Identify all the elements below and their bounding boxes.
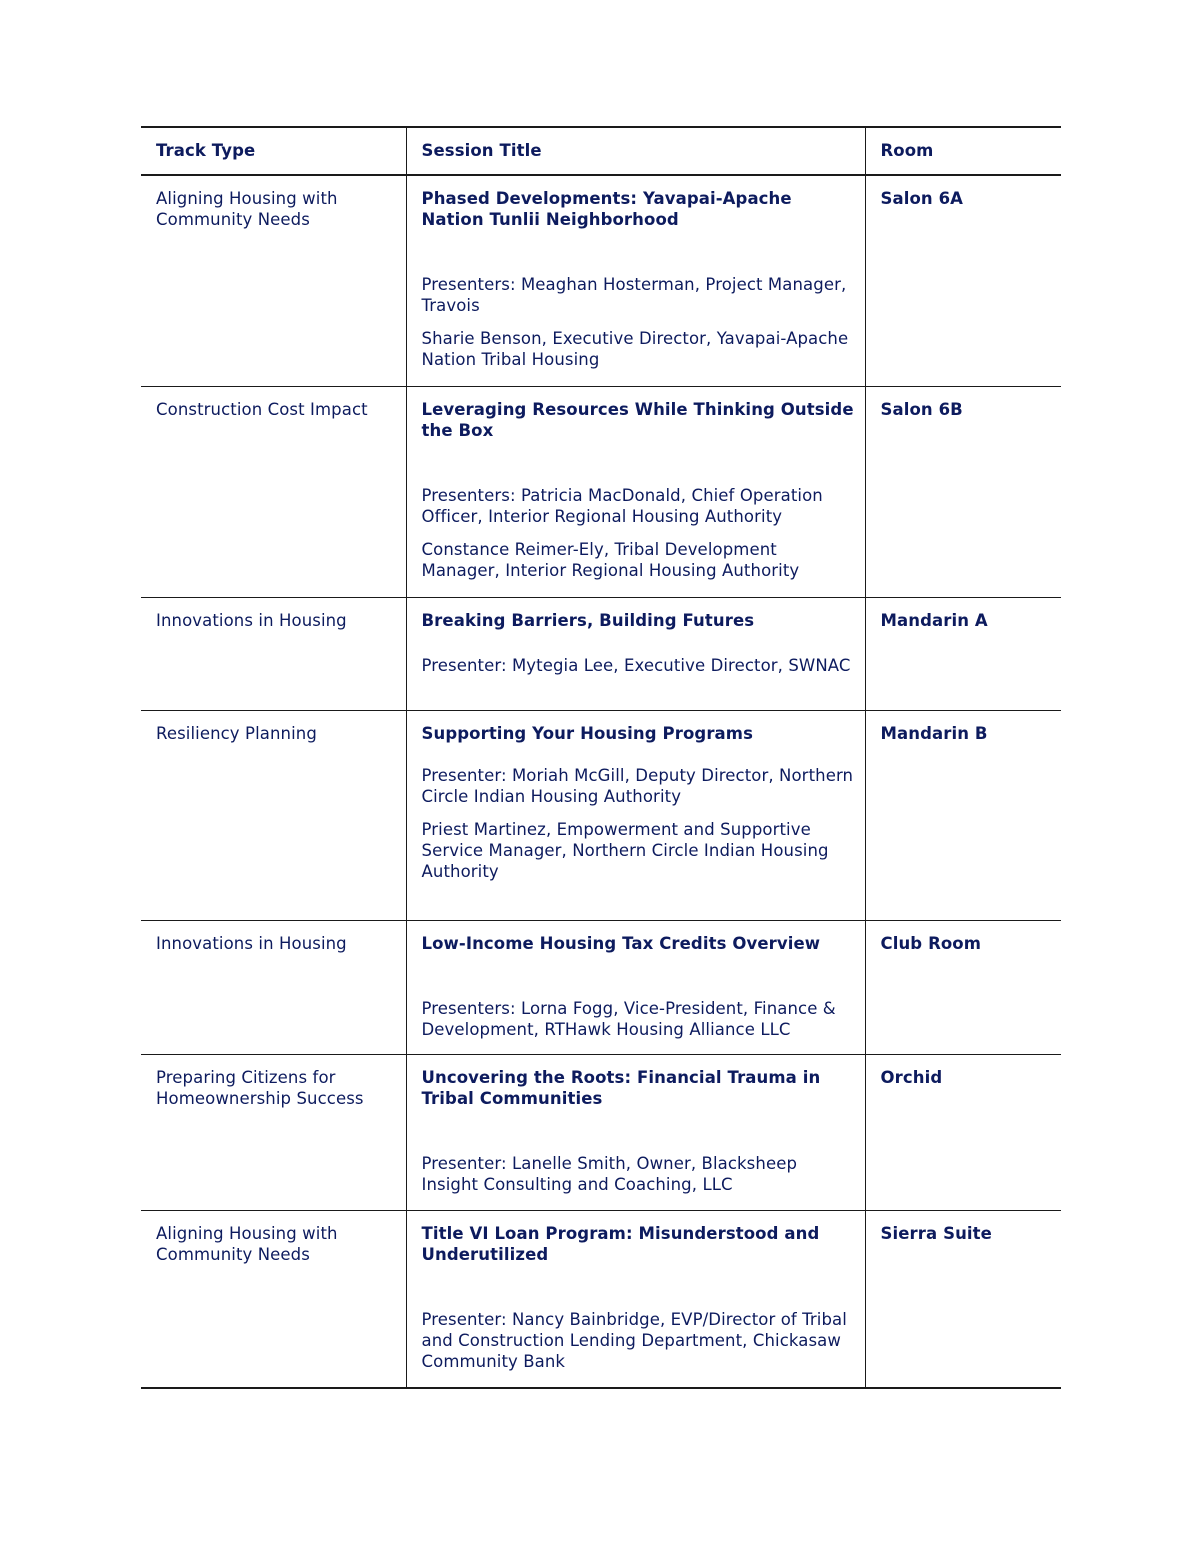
room-cell: Salon 6A — [865, 175, 1061, 386]
session-title: Uncovering the Roots: Financial Trauma in Tribal Communities — [421, 1067, 821, 1108]
table-row — [141, 175, 1061, 386]
track-type-cell: Resiliency Planning — [141, 710, 406, 920]
track-type-cell: Innovations in Housing — [141, 920, 406, 1054]
session-title: Breaking Barriers, Building Futures — [421, 610, 755, 630]
session-cell — [406, 175, 865, 386]
presenter-line: Presenter: Nancy Bainbridge, EVP/Director of Tribal and Construction Lending Department, Chickasaw Community Bank — [421, 1309, 847, 1371]
track-type-cell: Construction Cost Impact — [141, 386, 406, 597]
presenter-line: Presenters: Meaghan Hosterman, Project Manager, Travois — [421, 275, 847, 315]
room-cell: Mandarin A — [865, 597, 1061, 710]
session-cell — [406, 597, 865, 710]
presenter-line: Presenters: Patricia MacDonald, Chief Operation Officer, Interior Regional Housing Authority — [421, 485, 823, 526]
session-schedule-table — [141, 126, 1061, 1389]
table-header-row — [141, 127, 1061, 175]
presenter-line: Sharie Benson, Executive Director, Yavapai-Apache Nation Tribal Housing — [421, 329, 849, 369]
presenter-line: Presenter: Mytegia Lee, Executive Director, SWNAC — [421, 655, 851, 675]
session-title: Phased Developments: Yavapai-Apache Nation Tunlii Neighborhood — [421, 189, 792, 229]
session-title: Leveraging Resources While Thinking Outside the Box — [421, 399, 854, 440]
table-row — [141, 710, 1061, 920]
table-row — [141, 386, 1061, 597]
room-cell: Mandarin B — [865, 710, 1061, 920]
session-cell — [406, 1210, 865, 1388]
track-type-cell: Aligning Housing with Community Needs — [141, 175, 406, 386]
room-cell: Sierra Suite — [865, 1210, 1061, 1388]
session-cell — [406, 920, 865, 1054]
track-type-cell: Preparing Citizens for Homeownership Success — [141, 1054, 406, 1210]
session-cell — [406, 710, 865, 920]
presenter-line: Presenters: Lorna Fogg, Vice-President, Finance & Development, RTHawk Housing Alliance LLC — [421, 998, 836, 1039]
presenter-line: Presenter: Moriah McGill, Deputy Director, Northern Circle Indian Housing Authority — [421, 765, 854, 806]
session-cell — [406, 386, 865, 597]
presenter-line: Constance Reimer-Ely, Tribal Development Manager, Interior Regional Housing Authority — [421, 539, 800, 580]
room-cell: Orchid — [865, 1054, 1061, 1210]
room-cell: Club Room — [865, 920, 1061, 1054]
table-row — [141, 1210, 1061, 1388]
session-title: Title VI Loan Program: Misunderstood and Underutilized — [421, 1223, 820, 1264]
room-cell: Salon 6B — [865, 386, 1061, 597]
header-session-title: Session Title — [406, 127, 865, 175]
table-row — [141, 1054, 1061, 1210]
table-row — [141, 920, 1061, 1054]
presenter-line: Priest Martinez, Empowerment and Supportive Service Manager, Northern Circle Indian Housing Authority — [421, 819, 829, 881]
track-type-cell: Aligning Housing with Community Needs — [141, 1210, 406, 1388]
session-title: Supporting Your Housing Programs — [421, 723, 753, 743]
header-track-type: Track Type — [141, 127, 406, 175]
presenter-line: Presenter: Lanelle Smith, Owner, Blacksheep Insight Consulting and Coaching, LLC — [421, 1153, 798, 1194]
track-type-cell: Innovations in Housing — [141, 597, 406, 710]
header-room: Room — [865, 127, 1061, 175]
table-row — [141, 597, 1061, 710]
session-title: Low-Income Housing Tax Credits Overview — [421, 933, 821, 953]
session-cell — [406, 1054, 865, 1210]
